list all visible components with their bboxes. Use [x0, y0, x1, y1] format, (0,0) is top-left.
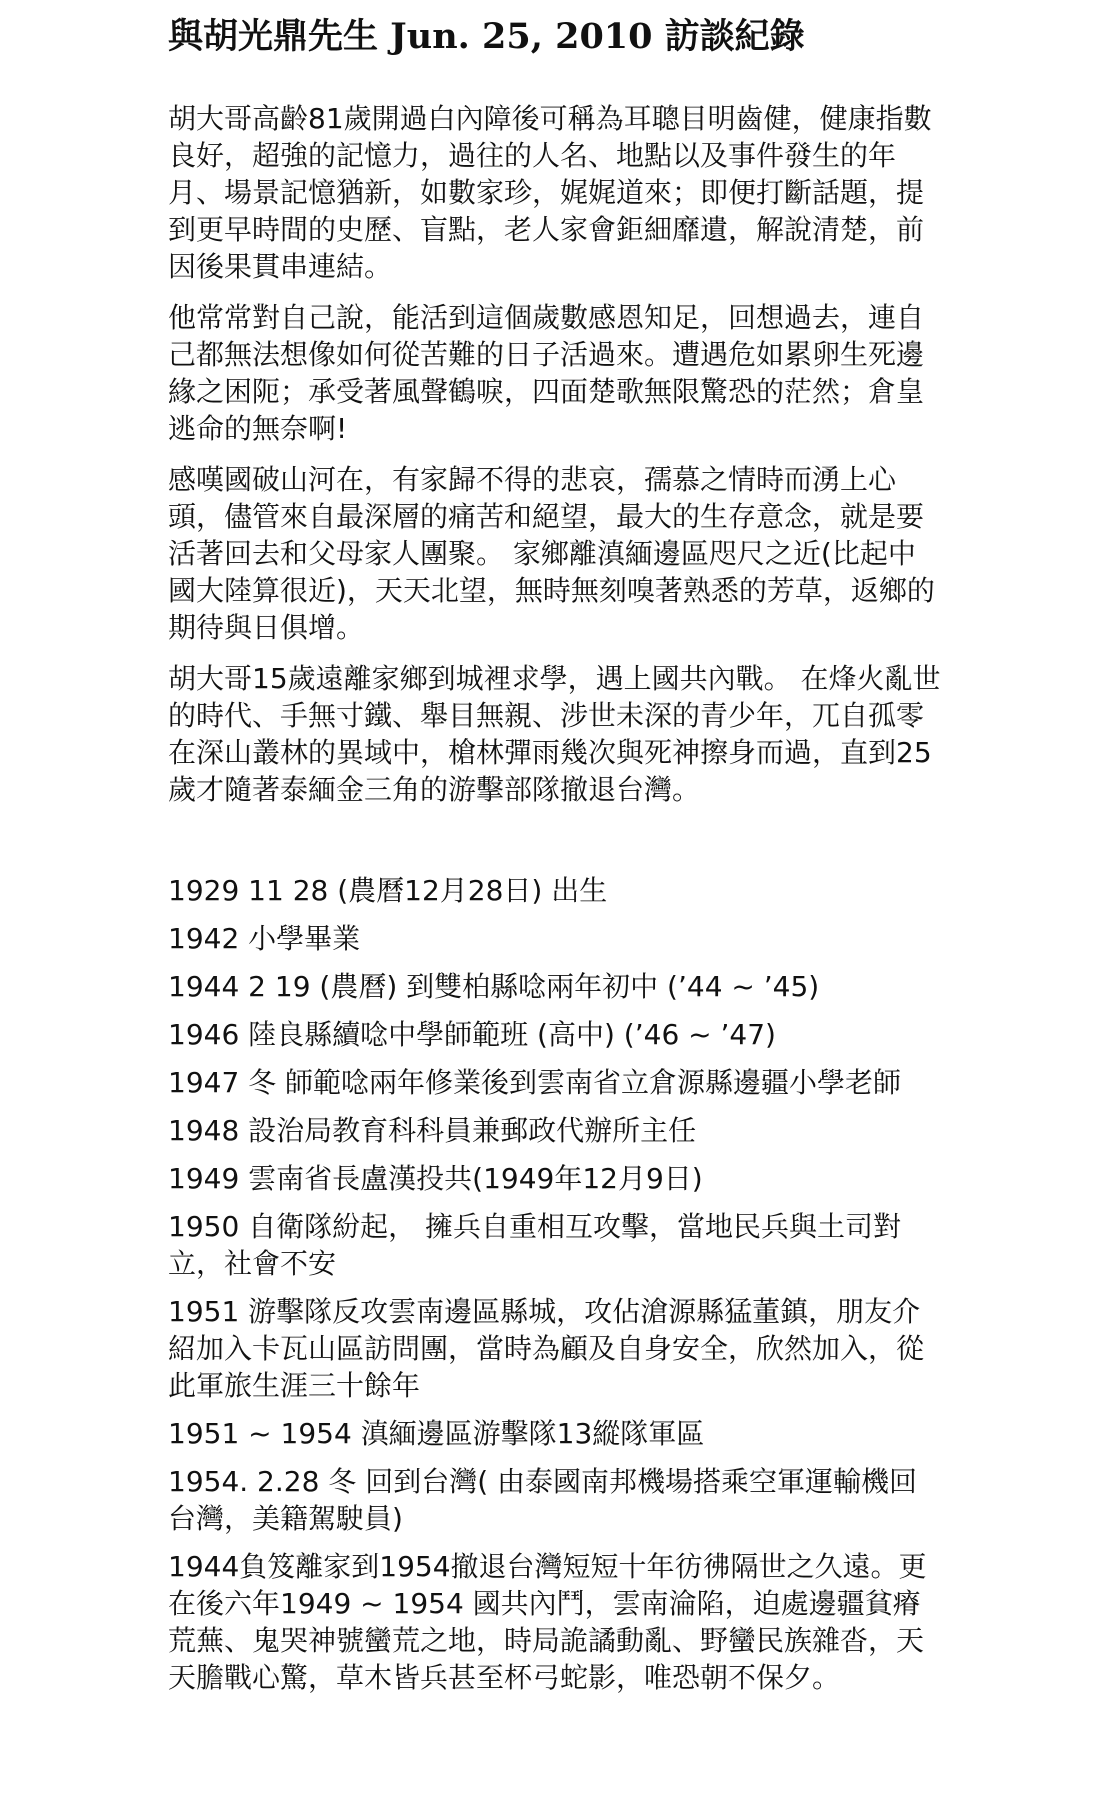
timeline-entry-1929: 1929 11 28 (農曆12月28日) 出生: [168, 874, 608, 907]
timeline-entry-1944: 1944 2 19 (農曆) 到雙柏縣唸兩年初中 (’44 ~ ’45): [168, 970, 820, 1003]
intro-paragraph-1: 胡大哥高齡81歲開過白內障後可稱為耳聰目明齒健，健康指數良好，超強的記憶力，過往的人名、地點以及事件發生的年月、場景記憶猶新，如數家珍，娓娓道來；即便打斷話題，提到更早時間的史歷、盲點，老人家會鉅細靡遺，解說清楚，前因後果貫串連結。: [168, 102, 932, 283]
timeline-entry-1950: 1950 自衛隊紛起， 擁兵自重相互攻擊，當地民兵與土司對立，社會不安: [168, 1210, 902, 1280]
intro-paragraph-3: 感嘆國破山河在，有家歸不得的悲哀，孺慕之情時而湧上心頭，儘管來自最深層的痛苦和絕望，最大的生存意念，就是要活著回去和父母家人團聚。 家鄉離滇緬邊區咫尺之近(比起中國大陸算很近)，天天北望，無時無刻嗅著熟悉的芳草，返鄉的期待與日俱增。: [168, 463, 935, 644]
intro-section: [168, 100, 943, 808]
document-title: 與胡光鼎先生 Jun. 25, 2010 訪談紀錄: [168, 16, 805, 57]
timeline-entry-1954: 1954. 2.28 冬 回到台灣( 由泰國南邦機場搭乘空軍運輸機回台灣，美籍駕駛員): [168, 1465, 918, 1535]
timeline-entry-1948: 1948 設治局教育科科員兼郵政代辦所主任: [168, 1114, 697, 1147]
timeline-entry-1951: 1951 游擊隊反攻雲南邊區縣城，攻佔滄源縣猛董鎮，朋友介紹加入卡瓦山區訪問團，當時為顧及自身安全，欣然加入，從此軍旅生涯三十餘年: [168, 1295, 925, 1402]
timeline-section: [168, 872, 943, 1537]
intro-paragraph-4: 胡大哥15歲遠離家鄉到城裡求學，遇上國共內戰。 在烽火亂世的時代、手無寸鐵、舉目無親、涉世未深的青少年，兀自孤零在深山叢林的異域中，槍林彈雨幾次與死神擦身而過，直到25歲才隨著泰緬金三角的游擊部隊撤退台灣。: [168, 662, 941, 806]
timeline-entry-1942: 1942 小學畢業: [168, 922, 361, 955]
timeline-entry-1951-1954: 1951 ~ 1954 滇緬邊區游擊隊13縱隊軍區: [168, 1417, 705, 1450]
timeline-entry-1947: 1947 冬 師範唸兩年修業後到雲南省立倉源縣邊疆小學老師: [168, 1066, 902, 1099]
timeline-entry-1949: 1949 雲南省長盧漢投共(1949年12月9日): [168, 1162, 703, 1195]
timeline-entry-1946: 1946 陸良縣續唸中學師範班 (高中) (’46 ~ ’47): [168, 1018, 776, 1051]
intro-paragraph-2: 他常常對自己說，能活到這個歲數感恩知足，回想過去，連自己都無法想像如何從苦難的日子活過來。遭遇危如累卵生死邊緣之困阨；承受著風聲鶴唳，四面楚歌無限驚恐的茫然；倉皇逃命的無奈啊!: [168, 301, 925, 445]
closing-paragraph: 1944負笈離家到1954撤退台灣短短十年彷彿隔世之久遠。更在後六年1949 ~ 1954 國共內鬥，雲南淪陷，迫處邊疆貧瘠荒蕪、鬼哭神號蠻荒之地，時局詭譎動亂、野蠻民族雜沓，天天膽戰心驚，草木皆兵甚至杯弓蛇影，唯恐朝不保夕。: [168, 1550, 927, 1694]
